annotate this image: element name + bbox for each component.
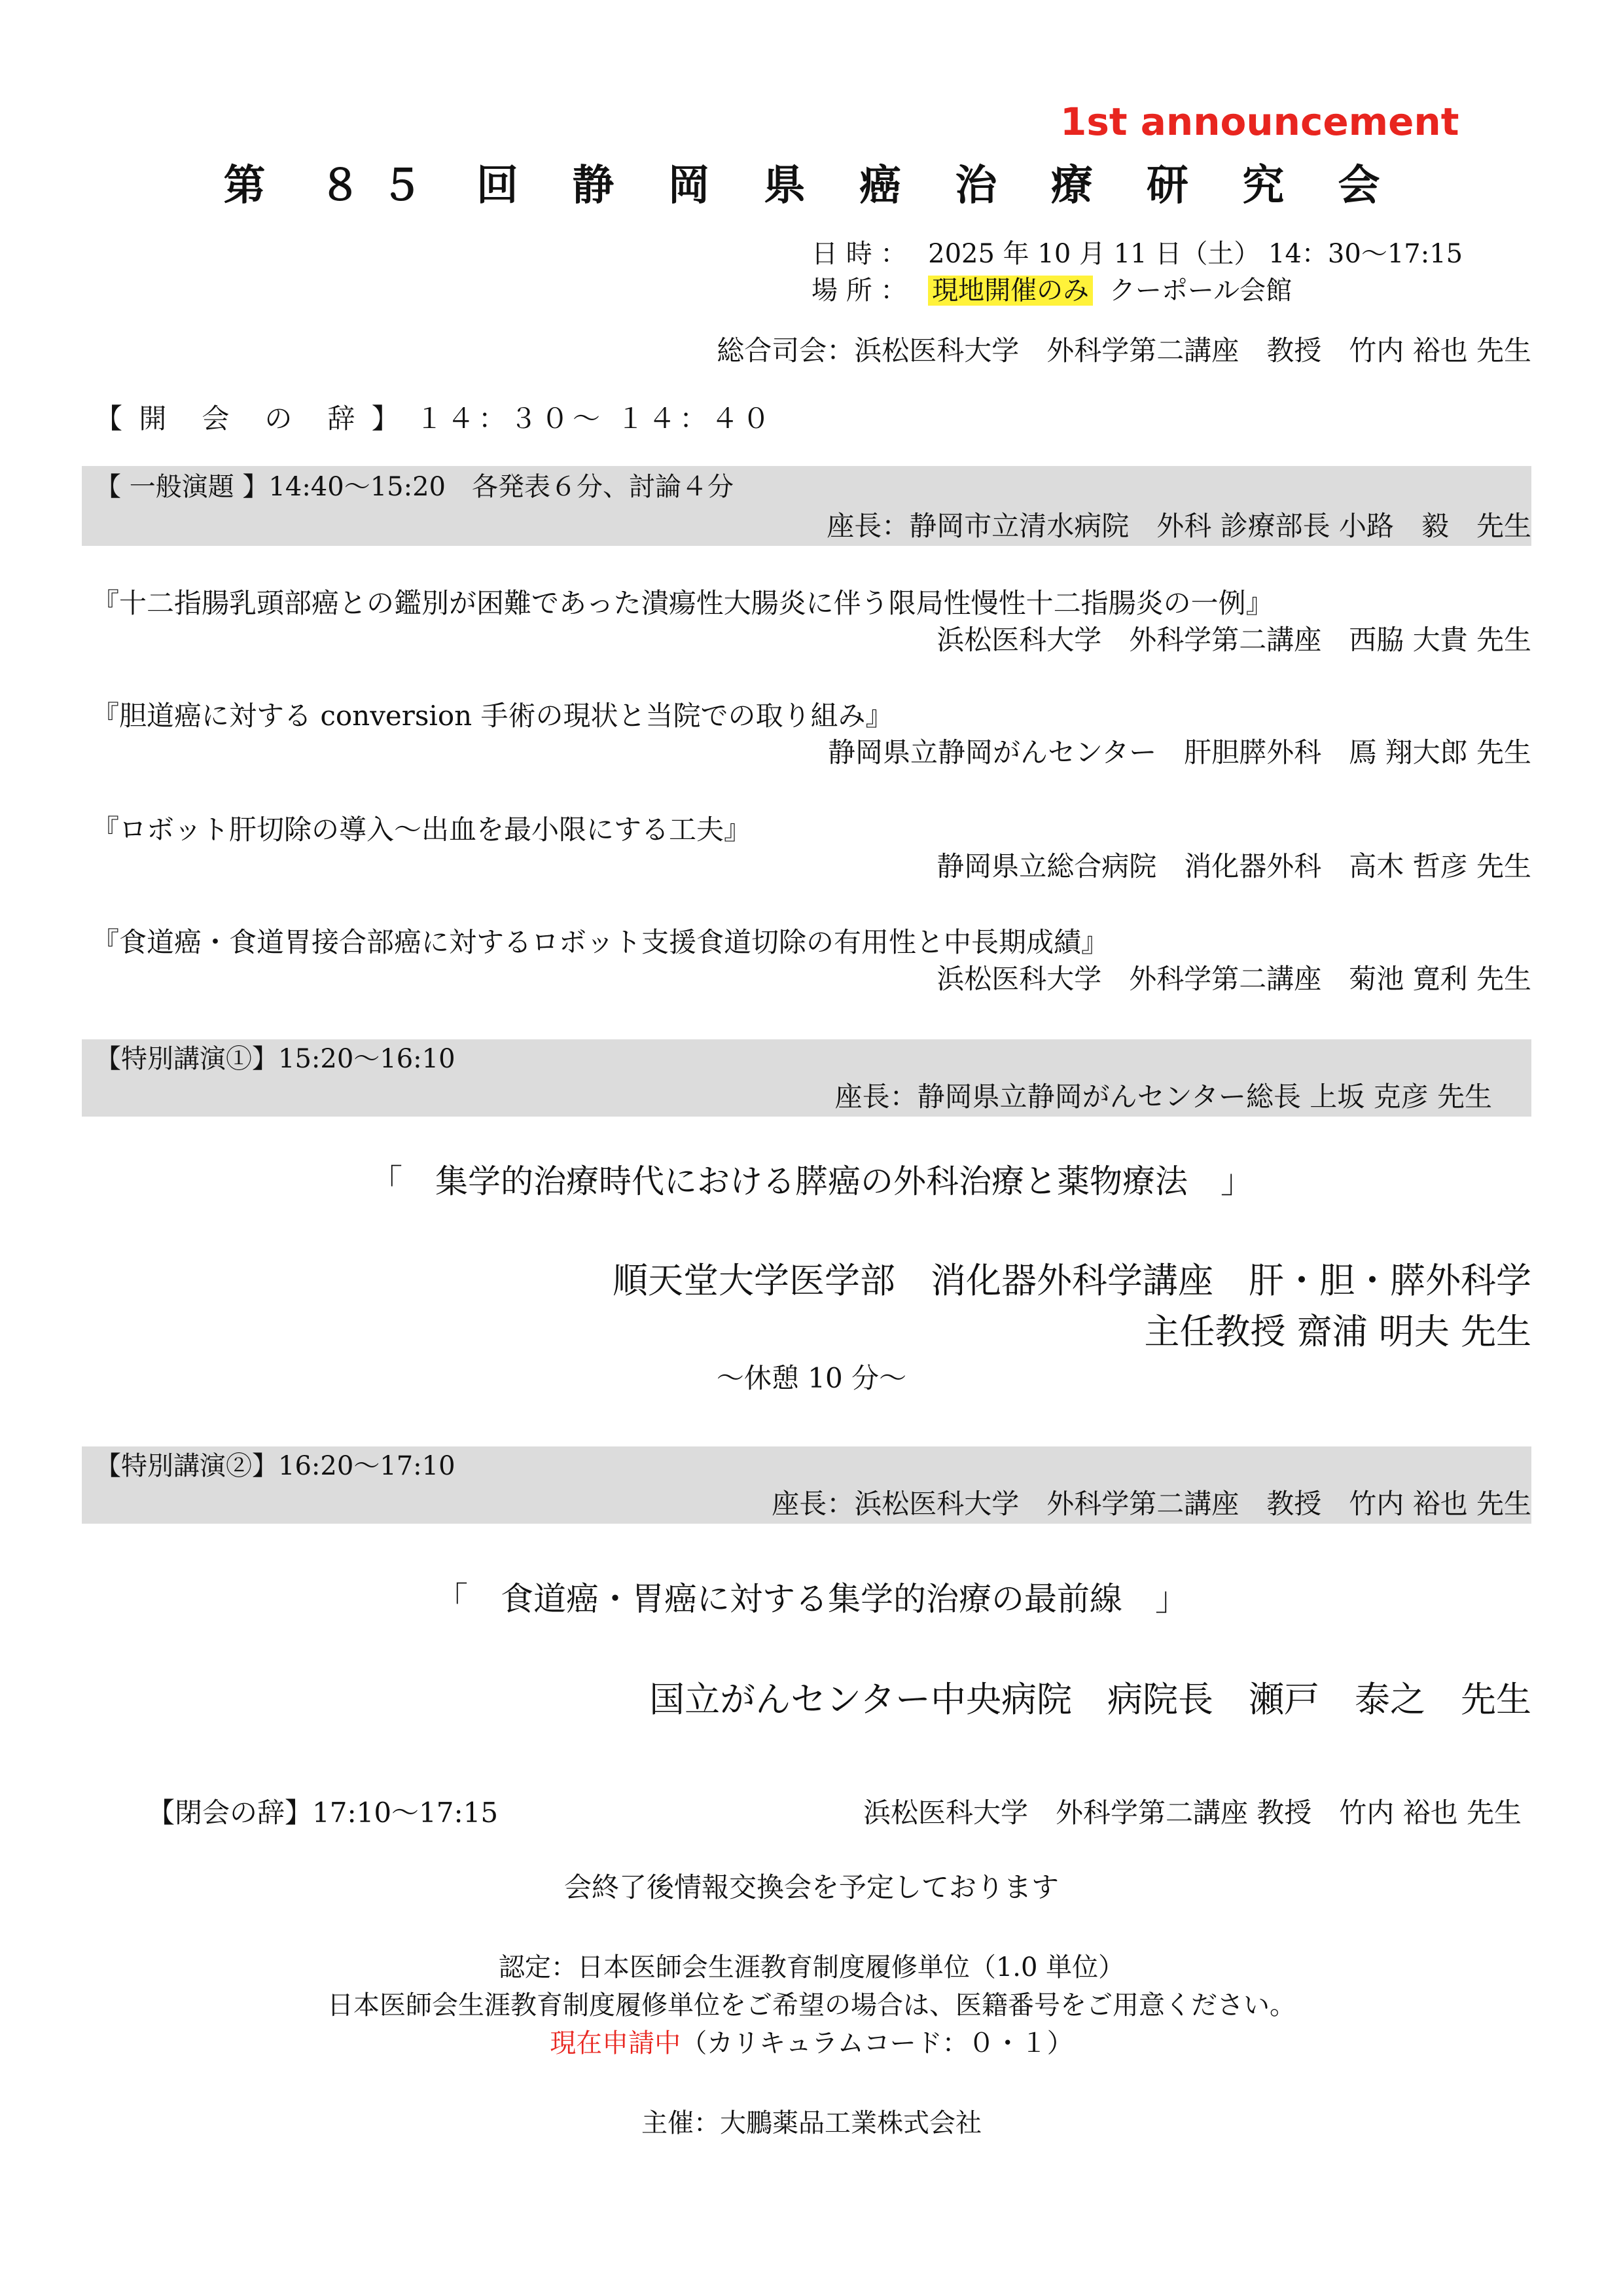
- application-status: 現在申請中: [550, 2028, 681, 2058]
- talk-title: 『食道癌・食道胃接合部癌に対するロボット支援食道切除の有用性と中長期成績』: [92, 926, 1109, 958]
- venue-value: クーポール会館: [1109, 276, 1293, 306]
- closing-speaker: 浜松医科大学 外科学第二講座 教授 竹内 裕也 先生: [863, 1797, 1522, 1829]
- date-line: [812, 237, 1463, 271]
- special-lecture-1-chair: 座長：静岡県立静岡がんセンター総長 上坂 克彦 先生: [834, 1081, 1492, 1113]
- page-title: 第 ８５ 回 静 岡 県 癌 治 療 研 究 会: [223, 161, 1400, 210]
- talk-speaker: 静岡県立総合病院 消化器外科 高木 哲彦 先生: [936, 850, 1531, 882]
- moderator-line: 総合司会：浜松医科大学 外科学第二講座 教授 竹内 裕也 先生: [717, 334, 1531, 367]
- venue-highlight: 現地開催のみ: [928, 276, 1093, 306]
- special-lecture-2-title: 「 食道癌・胃癌に対する集学的治療の最前線 」: [435, 1580, 1188, 1618]
- talk-title: 『胆道癌に対する conversion 手術の現状と当院での取り組み』: [92, 700, 893, 732]
- accreditation-instructions: 日本医師会生涯教育制度履修単位をご希望の場合は、医籍番号をご用意ください。: [327, 1990, 1296, 2020]
- closing-remarks: 【閉会の辞】17:10〜17:15: [147, 1797, 499, 1829]
- announcement-label: 1st announcement: [1060, 99, 1459, 144]
- special-lecture-1-header: 【特別講演①】15:20〜16:10: [95, 1044, 455, 1074]
- special-lecture-1-affiliation: 順天堂大学医学部 消化器外科学講座 肝・胆・膵外科学: [613, 1260, 1531, 1301]
- talk-speaker: 静岡県立静岡がんセンター 肝胆膵外科 鳫 翔大郎 先生: [827, 736, 1531, 768]
- special-lecture-2-header: 【特別講演②】16:20〜17:10: [95, 1451, 455, 1481]
- talk-speaker: 浜松医科大学 外科学第二講座 菊池 寛利 先生: [936, 963, 1531, 995]
- special-lecture-2-chair: 座長：浜松医科大学 外科学第二講座 教授 竹内 裕也 先生: [772, 1488, 1531, 1520]
- accreditation-status-line: [0, 2026, 1623, 2060]
- reception-notice: 会終了後情報交換会を予定しております: [563, 1871, 1059, 1903]
- talk-title: 『十二指腸乳頭部癌との鑑別が困難であった潰瘍性大腸炎に伴う限局性慢性十二指腸炎の一例』: [92, 587, 1274, 619]
- venue-label: 場 所 ：: [812, 276, 907, 306]
- talk-title: 『ロボット肝切除の導入〜出血を最小限にする工夫』: [92, 814, 752, 846]
- curriculum-code: （カリキュラムコード：０・１）: [681, 2028, 1073, 2058]
- sponsor: 主催：大鵬薬品工業株式会社: [641, 2108, 982, 2138]
- talk-speaker: 浜松医科大学 外科学第二講座 西脇 大貴 先生: [936, 624, 1531, 656]
- venue-line: [812, 274, 1292, 308]
- break-notice: 〜休憩 10 分〜: [716, 1362, 907, 1394]
- special-lecture-1-speaker: 主任教授 齋浦 明夫 先生: [1144, 1311, 1531, 1352]
- special-lecture-1-title: 「 集学的治療時代における膵癌の外科治療と薬物療法 」: [370, 1162, 1253, 1200]
- date-value: 2025 年 10 月 11 日（土） 14：30〜17:15: [928, 239, 1463, 269]
- general-session-header: 【 一般演題 】14:40〜15:20 各発表６分、討論４分: [95, 472, 734, 502]
- accreditation-line: 認定：日本医師会生涯教育制度履修単位（1.0 単位）: [498, 1952, 1125, 1982]
- special-lecture-2-speaker: 国立がんセンター中央病院 病院長 瀬戸 泰之 先生: [649, 1679, 1531, 1720]
- date-label: 日 時 ：: [812, 239, 907, 269]
- opening-remarks: 【 開 会 の 辞 】 １４：３０〜 １４：４０: [95, 403, 774, 435]
- general-session-chair: 座長：静岡市立清水病院 外科 診療部長 小路 毅 先生: [827, 510, 1531, 542]
